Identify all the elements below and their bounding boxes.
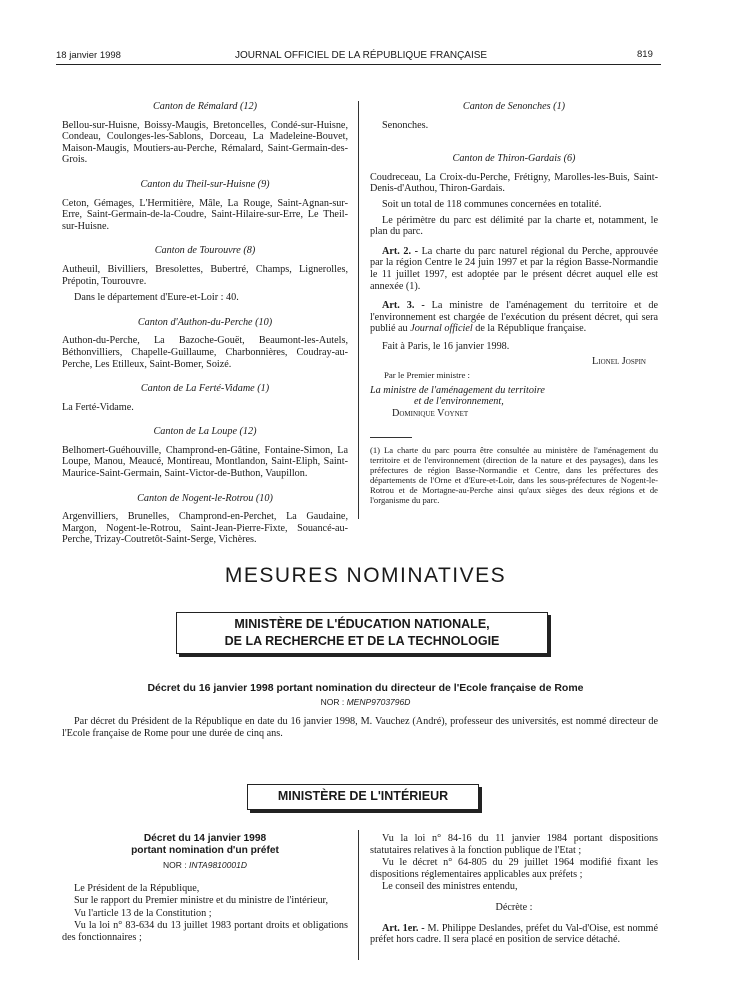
canton-title: Canton de La Ferté-Vidame (1): [140, 383, 270, 395]
preamble-line: Le Président de la République,: [74, 882, 200, 894]
decret-prefet-right: [370, 833, 658, 946]
ministre-name: Dominique Voynet: [392, 407, 469, 419]
journal-officiel-ref: Journal officiel: [410, 323, 473, 335]
canton-title: Canton de Rémalard (12): [152, 101, 258, 112]
section-title: MESURES NOMINATIVES: [224, 564, 507, 587]
total-communes: Soit un total de 118 communes concernées en totalité.: [382, 198, 602, 210]
canton-communes: Ceton, Gémages, L'Hermitière, Mâle, La Rouge, Saint-Agnan-sur-Erre, Saint-Germain-de-la-Coudre, Saint-Hilaire-sur-Erre, Le Theil-sur-Huisne.: [62, 197, 348, 232]
article-label: Art. 2. -: [382, 245, 418, 257]
canton-title: Canton de Senonches (1): [462, 101, 566, 112]
perimetre-text: Le périmètre du parc est délimité par la charte et, notamment, le plan du parc.: [370, 214, 658, 238]
canton-communes: Belhomert-Guéhouville, Champrond-en-Gâtine, Fontaine-Simon, La Loupe, Manou, Meaucé, Montireau, Montlandon, Saint-Eliph, Saint-Maurice-Saint-Germain, Saint-Victor-de-Buthon, Vaupillon.: [62, 444, 348, 480]
canton-communes: Autheuil, Bivilliers, Bresolettes, Bubertré, Champs, Lignerolles, Prépotin, Tourouvre.: [62, 263, 348, 287]
nor-code: INTA9810001D: [189, 860, 247, 870]
preamble-line: Sur le rapport du Premier ministre et du ministre de l'intérieur,: [74, 895, 329, 907]
canton-communes: Coudreceau, La Croix-du-Perche, Frétigny, Marolles-les-Buis, Saint-Denis-d'Authou, Thiron-Gardais.: [370, 171, 658, 195]
article-text: La ministre de l'aménagement du territoire et de l'environnement est chargée de l'exécution du présent décret, qui sera publié au: [370, 300, 658, 335]
preamble-line: Le conseil des ministres entendu,: [382, 881, 518, 893]
article-2: [370, 246, 658, 292]
column-separator: [358, 830, 359, 960]
ministere-interieur-box: MINISTÈRE DE L'INTÉRIEUR: [247, 784, 479, 810]
preamble-line: Vu la loi n° 84-16 du 11 janvier 1984 portant dispositions statutaires relatives à la fonction publique de l'Etat ;: [370, 833, 658, 856]
canton-title: Canton de La Loupe (12): [153, 426, 257, 438]
left-column: [62, 101, 348, 546]
decret-title: Décret du 16 janvier 1998 portant nomination du directeur de l'Ecole française de Rome: [147, 682, 584, 694]
nor-reference: [62, 860, 348, 872]
fait-a-paris: Fait à Paris, le 16 janvier 1998.: [382, 340, 510, 352]
nor-reference: [0, 697, 731, 707]
nor-label: NOR :: [163, 860, 189, 870]
canton-communes: Authon-du-Perche, La Bazoche-Gouët, Beaumont-les-Autels, Béthonvilliers, Chapelle-Guillaume, Charbonnières, Coudray-au-Perche, Les Etilleux, Saint-Bomer, Soizé.: [62, 335, 348, 370]
decret-title: Décret du 14 janvier 1998: [143, 833, 267, 844]
canton-title: Canton de Thiron-Gardais (6): [452, 153, 576, 165]
header-journal-title: JOURNAL OFFICIEL DE LA RÉPUBLIQUE FRANÇAISE: [235, 50, 488, 61]
canton-communes: La Ferté-Vidame.: [62, 401, 134, 413]
canton-title: Canton du Theil-sur-Huisne (9): [140, 178, 270, 190]
signer-name: Lionel Jospin: [592, 355, 646, 367]
article-text: de la République française.: [472, 323, 587, 335]
right-column: [370, 101, 658, 419]
par-le-premier-ministre: Par le Premier ministre :: [384, 370, 470, 381]
footnote: (1) La charte du parc pourra être consultée au ministère de l'aménagement du territoire et de l'environnement (direction de la nature et des paysages), dans les préfectures de région Basse-Normandie et Centre, dans les préfectures des départements de l'Orne et d'Eure-et-Loir, dans les sous-préfectures de Nogent-le-Rotrou et de Mortagne-au-Perche ainsi qu'aux sièges des deux régions et de l'organisme du parc.: [370, 445, 658, 505]
header-page-number: 819: [637, 49, 653, 60]
footnote-rule: [370, 437, 412, 438]
canton-title: Canton de Nogent-le-Rotrou (10): [137, 492, 273, 504]
canton-communes: Senonches.: [382, 119, 429, 131]
ministre-title: La ministre de l'aménagement du territoire: [370, 384, 545, 396]
decret-title: portant nomination d'un préfet: [131, 844, 279, 856]
header-rule: [56, 64, 661, 65]
departement-count: Dans le département d'Eure-et-Loir : 40.: [74, 292, 239, 304]
nor-label: NOR :: [320, 697, 347, 707]
preamble-line: Vu le décret n° 64-805 du 29 juillet 1964 modifié fixant les dispositions réglementaires applicables aux préfets ;: [370, 857, 658, 880]
canton-communes: Argenvilliers, Brunelles, Champrond-en-Perchet, La Gaudaine, Margon, Nogent-le-Rotrou, Saint-Jean-Pierre-Fixte, Souancé-au-Perche, Trizay-Coutretôt-Saint-Serge, Vichères.: [62, 511, 348, 546]
article-text: La charte du parc naturel régional du Perche, approuvée par la région Centre le 24 juin 1997 et par la région Basse-Normandie le 11 juillet 1997, est adoptée par le présent décret auquel elle est annexée (1).: [370, 245, 658, 292]
header-date: 18 janvier 1998: [56, 50, 121, 61]
ministere-heading-line: DE LA RECHERCHE ET DE LA TECHNOLOGIE: [224, 634, 500, 648]
ministre-title: et de l'environnement,: [414, 396, 504, 408]
nor-code: MENP9703796D: [346, 697, 411, 707]
canton-communes: Bellou-sur-Huisne, Boissy-Maugis, Bretoncelles, Condé-sur-Huisne, Condeau, Coulonges-les-Sablons, Dorceau, La Madeleine-Bouvet, Maison-Maugis, Moutiers-au-Perche, Rémalard, Saint-Germain-des-Grois.: [62, 119, 348, 166]
column-separator: [358, 101, 359, 519]
article-label: Art. 1er. -: [382, 922, 425, 934]
preamble-line: Vu la loi n° 83-634 du 13 juillet 1983 portant droits et obligations des fonctionnaires ;: [62, 920, 348, 943]
ministere-education-box: [176, 612, 548, 654]
article-text: M. Philippe Deslandes, préfet du Val-d'Oise, est nommé préfet hors cadre. Il sera placé en position de service détaché.: [370, 922, 658, 946]
decret-text: Par décret du Président de la République en date du 16 janvier 1998, M. Vauchez (André), professeur des universités, est nommé directeur de l'Ecole française de Rome pour une durée de cinq ans.: [62, 716, 658, 739]
article-label: Art. 3. -: [382, 300, 425, 312]
decret-prefet-left: [62, 833, 348, 944]
article-1: [370, 923, 658, 946]
decrete: Décrète :: [495, 901, 533, 913]
preamble-line: Vu l'article 13 de la Constitution ;: [74, 907, 212, 919]
article-3: [370, 300, 658, 335]
canton-title: Canton d'Authon-du-Perche (10): [137, 316, 273, 328]
canton-title: Canton de Tourouvre (8): [154, 245, 256, 257]
ministere-heading-line: MINISTÈRE DE L'ÉDUCATION NATIONALE,: [234, 617, 490, 631]
